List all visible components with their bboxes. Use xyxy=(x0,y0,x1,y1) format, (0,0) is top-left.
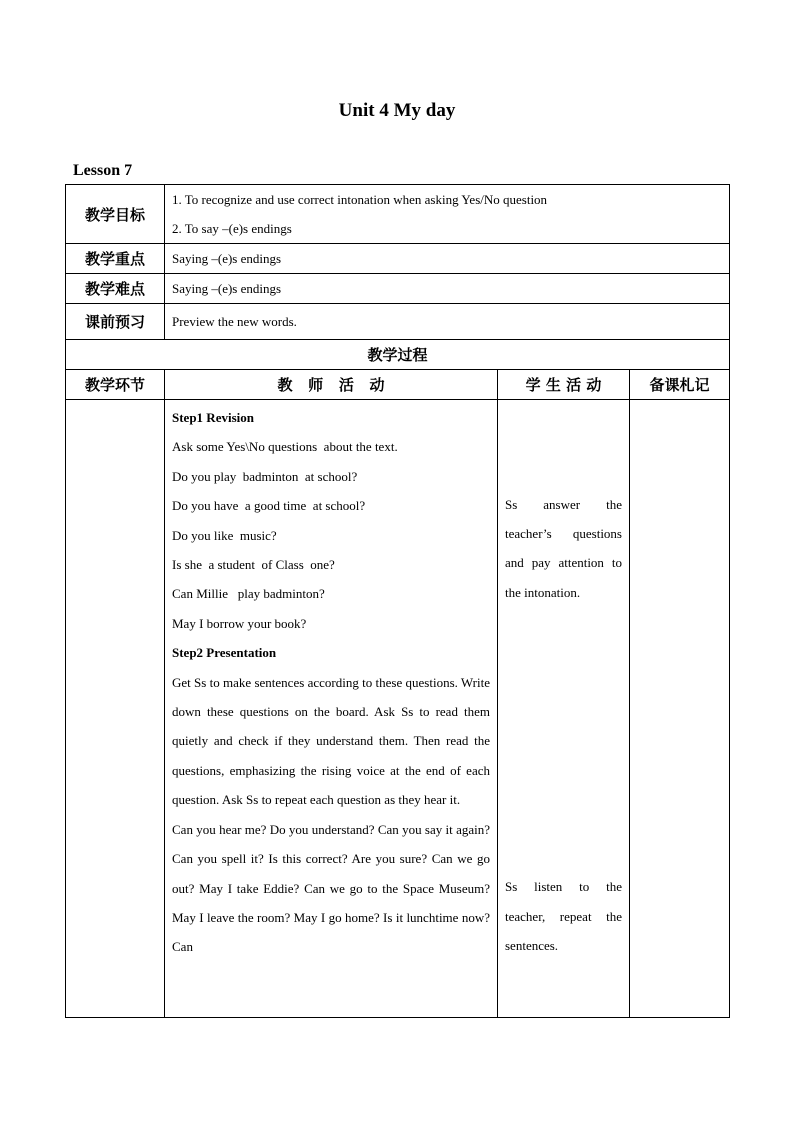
student-activity-2: Ss listen to the teacher, repeat the sentences. xyxy=(505,879,622,954)
process-title: 教学过程 xyxy=(66,340,730,370)
key-points-label: 教学重点 xyxy=(66,244,165,274)
preview-row xyxy=(66,304,730,340)
step2-questions: Can you hear me? Do you understand? Can you say it again? Can you spell it? Is this correct? Are you sure? Can we go out? May I take Eddie? Can we go to the Space Museum? May I leave the room? May I go home? Is it lunchtime now? Can xyxy=(172,821,490,955)
step1-line: Do you have a good time at school? xyxy=(172,498,366,514)
objectives-row xyxy=(66,185,730,244)
notes-cell xyxy=(630,400,730,1018)
student-activity-cell xyxy=(498,400,630,1018)
step1-line: May I borrow your book? xyxy=(172,615,307,631)
difficulties-value: Saying –(e)s endings xyxy=(165,274,730,304)
step2-title: Step2 Presentation xyxy=(172,645,277,661)
stage-cell xyxy=(66,400,165,1018)
teacher-activity-cell xyxy=(165,400,498,1018)
key-points-row xyxy=(66,244,730,274)
step2-paragraph: Get Ss to make sentences according to these questions. Write down these questions on the board. Ask Ss to read them quietly and check if they understand them. Then read the questions, emphasizing the rising voice at the end of each question. Ask Ss to repeat each question as they hear it. xyxy=(172,674,490,808)
step1-title: Step1 Revision xyxy=(172,410,254,425)
objective-item: 1. To recognize and use correct intonation when asking Yes/No question xyxy=(172,192,548,207)
student-activity-1: Ss answer the teacher’s questions and pay attention to the intonation. xyxy=(505,496,622,600)
document-title: Unit 4 My day xyxy=(338,100,456,121)
lesson-label: Lesson 7 xyxy=(73,162,133,179)
stage-header: 教学环节 xyxy=(66,370,165,400)
teacher-activity-header: 教 师 活 动 xyxy=(165,370,498,400)
objective-item: 2. To say –(e)s endings xyxy=(172,221,292,236)
notes-header: 备课札记 xyxy=(630,370,730,400)
step1-line: Can Millie play badminton? xyxy=(172,586,325,602)
step1-line: Do you play badminton at school? xyxy=(172,468,358,484)
process-title-row xyxy=(66,340,730,370)
preview-label: 课前预习 xyxy=(66,304,165,340)
objectives-label: 教学目标 xyxy=(66,185,165,244)
preview-value: Preview the new words. xyxy=(165,304,730,340)
step1-line: Ask some Yes\No questions about the text. xyxy=(172,439,398,455)
lesson-plan-table xyxy=(65,184,730,1018)
step1-line: Do you like music? xyxy=(172,527,277,543)
key-points-value: Saying –(e)s endings xyxy=(165,244,730,274)
difficulties-row xyxy=(66,274,730,304)
student-activity-header: 学 生 活 动 xyxy=(498,370,630,400)
step1-line: Is she a student of Class one? xyxy=(172,557,335,573)
objectives-value xyxy=(165,185,730,244)
column-header-row xyxy=(66,370,730,400)
process-body-row xyxy=(66,400,730,1018)
difficulties-label: 教学难点 xyxy=(66,274,165,304)
